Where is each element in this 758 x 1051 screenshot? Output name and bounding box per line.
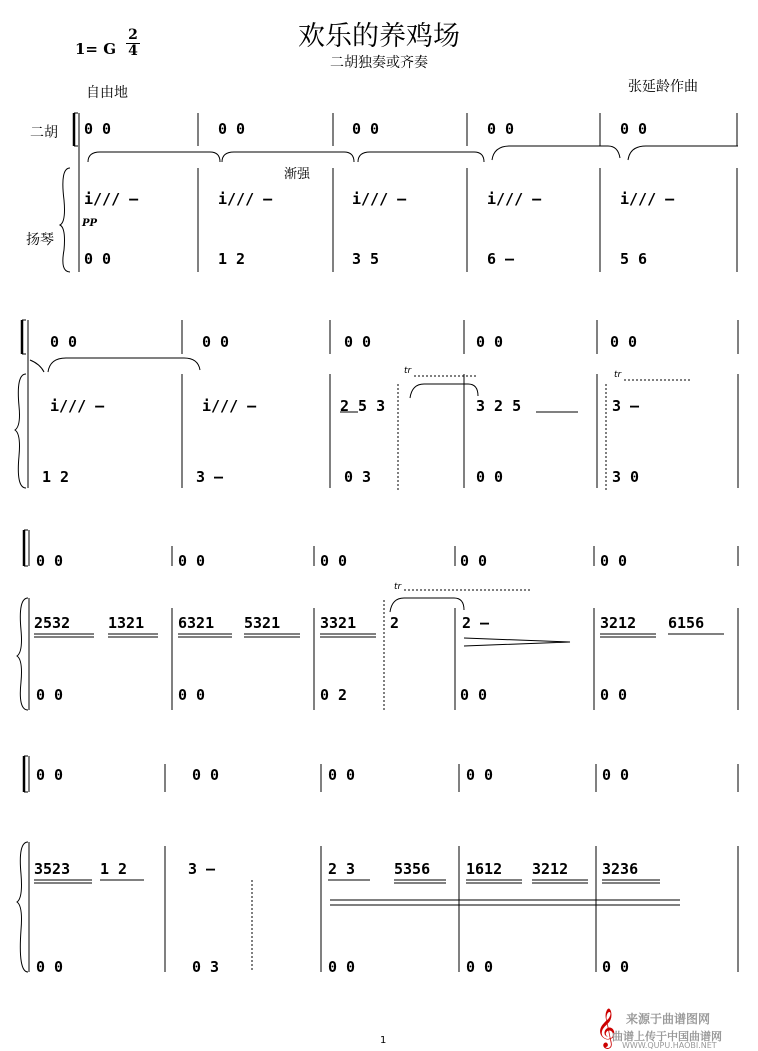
- tempo-marking: 自由地: [86, 85, 128, 101]
- yangqin-lower-measure: 6 –: [487, 250, 515, 268]
- erhu-measure: 0 0: [476, 333, 504, 351]
- yangqin-lower-measure: 0 0: [36, 686, 64, 704]
- yangqin-upper-measure: 1 2: [100, 860, 128, 878]
- yangqin-lower-measure: 3 –: [196, 468, 224, 486]
- yangqin-lower-measure: 0 3: [192, 958, 220, 976]
- erhu-measure: 0 0: [460, 552, 488, 570]
- yangqin-upper-measure: i/// –: [50, 397, 105, 415]
- yangqin-upper-measure: 3 2 5: [476, 397, 522, 415]
- yangqin-upper-measure: 3 –: [612, 397, 640, 415]
- erhu-measure: 0 0: [192, 766, 220, 784]
- yangqin-upper-measure: 3321: [320, 614, 357, 632]
- yangqin-upper-measure: i/// –: [487, 190, 542, 208]
- erhu-measure: 0 0: [487, 120, 515, 138]
- page-number: 1: [380, 1035, 387, 1046]
- yangqin-lower-measure: 0 3: [344, 468, 372, 486]
- yangqin-upper-measure: 6321: [178, 614, 215, 632]
- yangqin-lower-measure: 1 2: [218, 250, 246, 268]
- yangqin-upper-measure: i/// –: [84, 190, 139, 208]
- yangqin-upper-measure: 5356: [394, 860, 431, 878]
- yangqin-upper-measure: i/// –: [218, 190, 273, 208]
- yangqin-upper-measure: 5321: [244, 614, 281, 632]
- yangqin-upper-measure: i/// –: [352, 190, 407, 208]
- erhu-measure: 0 0: [36, 766, 64, 784]
- yangqin-lower-measure: 0 0: [602, 958, 630, 976]
- yangqin-lower-measure: 0 0: [178, 686, 206, 704]
- yangqin-upper-measure: 6156: [668, 614, 705, 632]
- erhu-measure: 0 0: [600, 552, 628, 570]
- composer: 张延龄作曲: [628, 79, 698, 95]
- yangqin-lower-measure: 3 5: [352, 250, 380, 268]
- erhu-measure: 0 0: [620, 120, 648, 138]
- watermark-line2: 曲谱上传于中国曲谱网: [612, 1030, 722, 1043]
- trill-mark: tr: [614, 370, 622, 380]
- yangqin-upper-measure: 2 3: [328, 860, 356, 878]
- score-subtitle: 二胡独奏或齐奏: [330, 55, 428, 71]
- erhu-measure: 0 0: [178, 552, 206, 570]
- erhu-measure: 0 0: [344, 333, 372, 351]
- yangqin-lower-measure: 0 0: [460, 686, 488, 704]
- yangqin-upper-measure: 2 –: [462, 614, 490, 632]
- yangqin-upper-measure: 2532: [34, 614, 71, 632]
- yangqin-upper-measure: 1612: [466, 860, 503, 878]
- erhu-measure: 0 0: [610, 333, 638, 351]
- treble-clef-icon: 𝄞: [596, 1008, 617, 1048]
- erhu-measure: 0 0: [466, 766, 494, 784]
- yangqin-lower-measure: 0 0: [84, 250, 112, 268]
- yangqin-upper-measure: i/// –: [202, 397, 257, 415]
- erhu-measure: 0 0: [50, 333, 78, 351]
- yangqin-upper-measure: i/// –: [620, 190, 675, 208]
- erhu-measure: 0 0: [328, 766, 356, 784]
- yangqin-upper-measure: 2 5 3: [340, 397, 386, 415]
- time-sig-bottom: 4: [126, 43, 140, 59]
- erhu-measure: 0 0: [352, 120, 380, 138]
- yangqin-lower-measure: 1 2: [42, 468, 70, 486]
- dynamic-pp: PP: [82, 218, 98, 229]
- trill-mark: tr: [404, 366, 412, 376]
- erhu-measure: 0 0: [36, 552, 64, 570]
- yangqin-upper-measure: 3 –: [188, 860, 216, 878]
- yangqin-upper-measure: 3212: [600, 614, 637, 632]
- yangqin-lower-measure: 0 0: [36, 958, 64, 976]
- yangqin-lower-measure: 0 0: [328, 958, 356, 976]
- erhu-measure: 0 0: [84, 120, 112, 138]
- yangqin-upper-measure: 3212: [532, 860, 569, 878]
- yangqin-lower-measure: 0 2: [320, 686, 348, 704]
- erhu-label: 二胡: [30, 125, 58, 141]
- watermark-line1: 来源于曲谱图网: [626, 1012, 711, 1026]
- yangqin-lower-measure: 5 6: [620, 250, 648, 268]
- erhu-measure: 0 0: [320, 552, 348, 570]
- erhu-measure: 0 0: [202, 333, 230, 351]
- time-sig-top: 2: [128, 27, 138, 43]
- crescendo-mark: 渐强: [284, 167, 311, 182]
- yangqin-upper-measure: 2: [390, 614, 400, 632]
- score-title: 欢乐的养鸡场: [298, 21, 460, 52]
- erhu-measure: 0 0: [602, 766, 630, 784]
- watermark-url: WWW.QUPU.HAOBI.NET: [622, 1041, 717, 1050]
- yangqin-upper-measure: 1321: [108, 614, 145, 632]
- yangqin-lower-measure: 0 0: [476, 468, 504, 486]
- yangqin-lower-measure: 3 0: [612, 468, 640, 486]
- erhu-measure: 0 0: [218, 120, 246, 138]
- yangqin-label: 扬琴: [26, 232, 54, 248]
- yangqin-upper-measure: 3236: [602, 860, 639, 878]
- yangqin-upper-measure: 3523: [34, 860, 71, 878]
- trill-mark: tr: [394, 582, 402, 592]
- yangqin-lower-measure: 0 0: [466, 958, 494, 976]
- yangqin-lower-measure: 0 0: [600, 686, 628, 704]
- key-signature: 1= G: [75, 40, 117, 58]
